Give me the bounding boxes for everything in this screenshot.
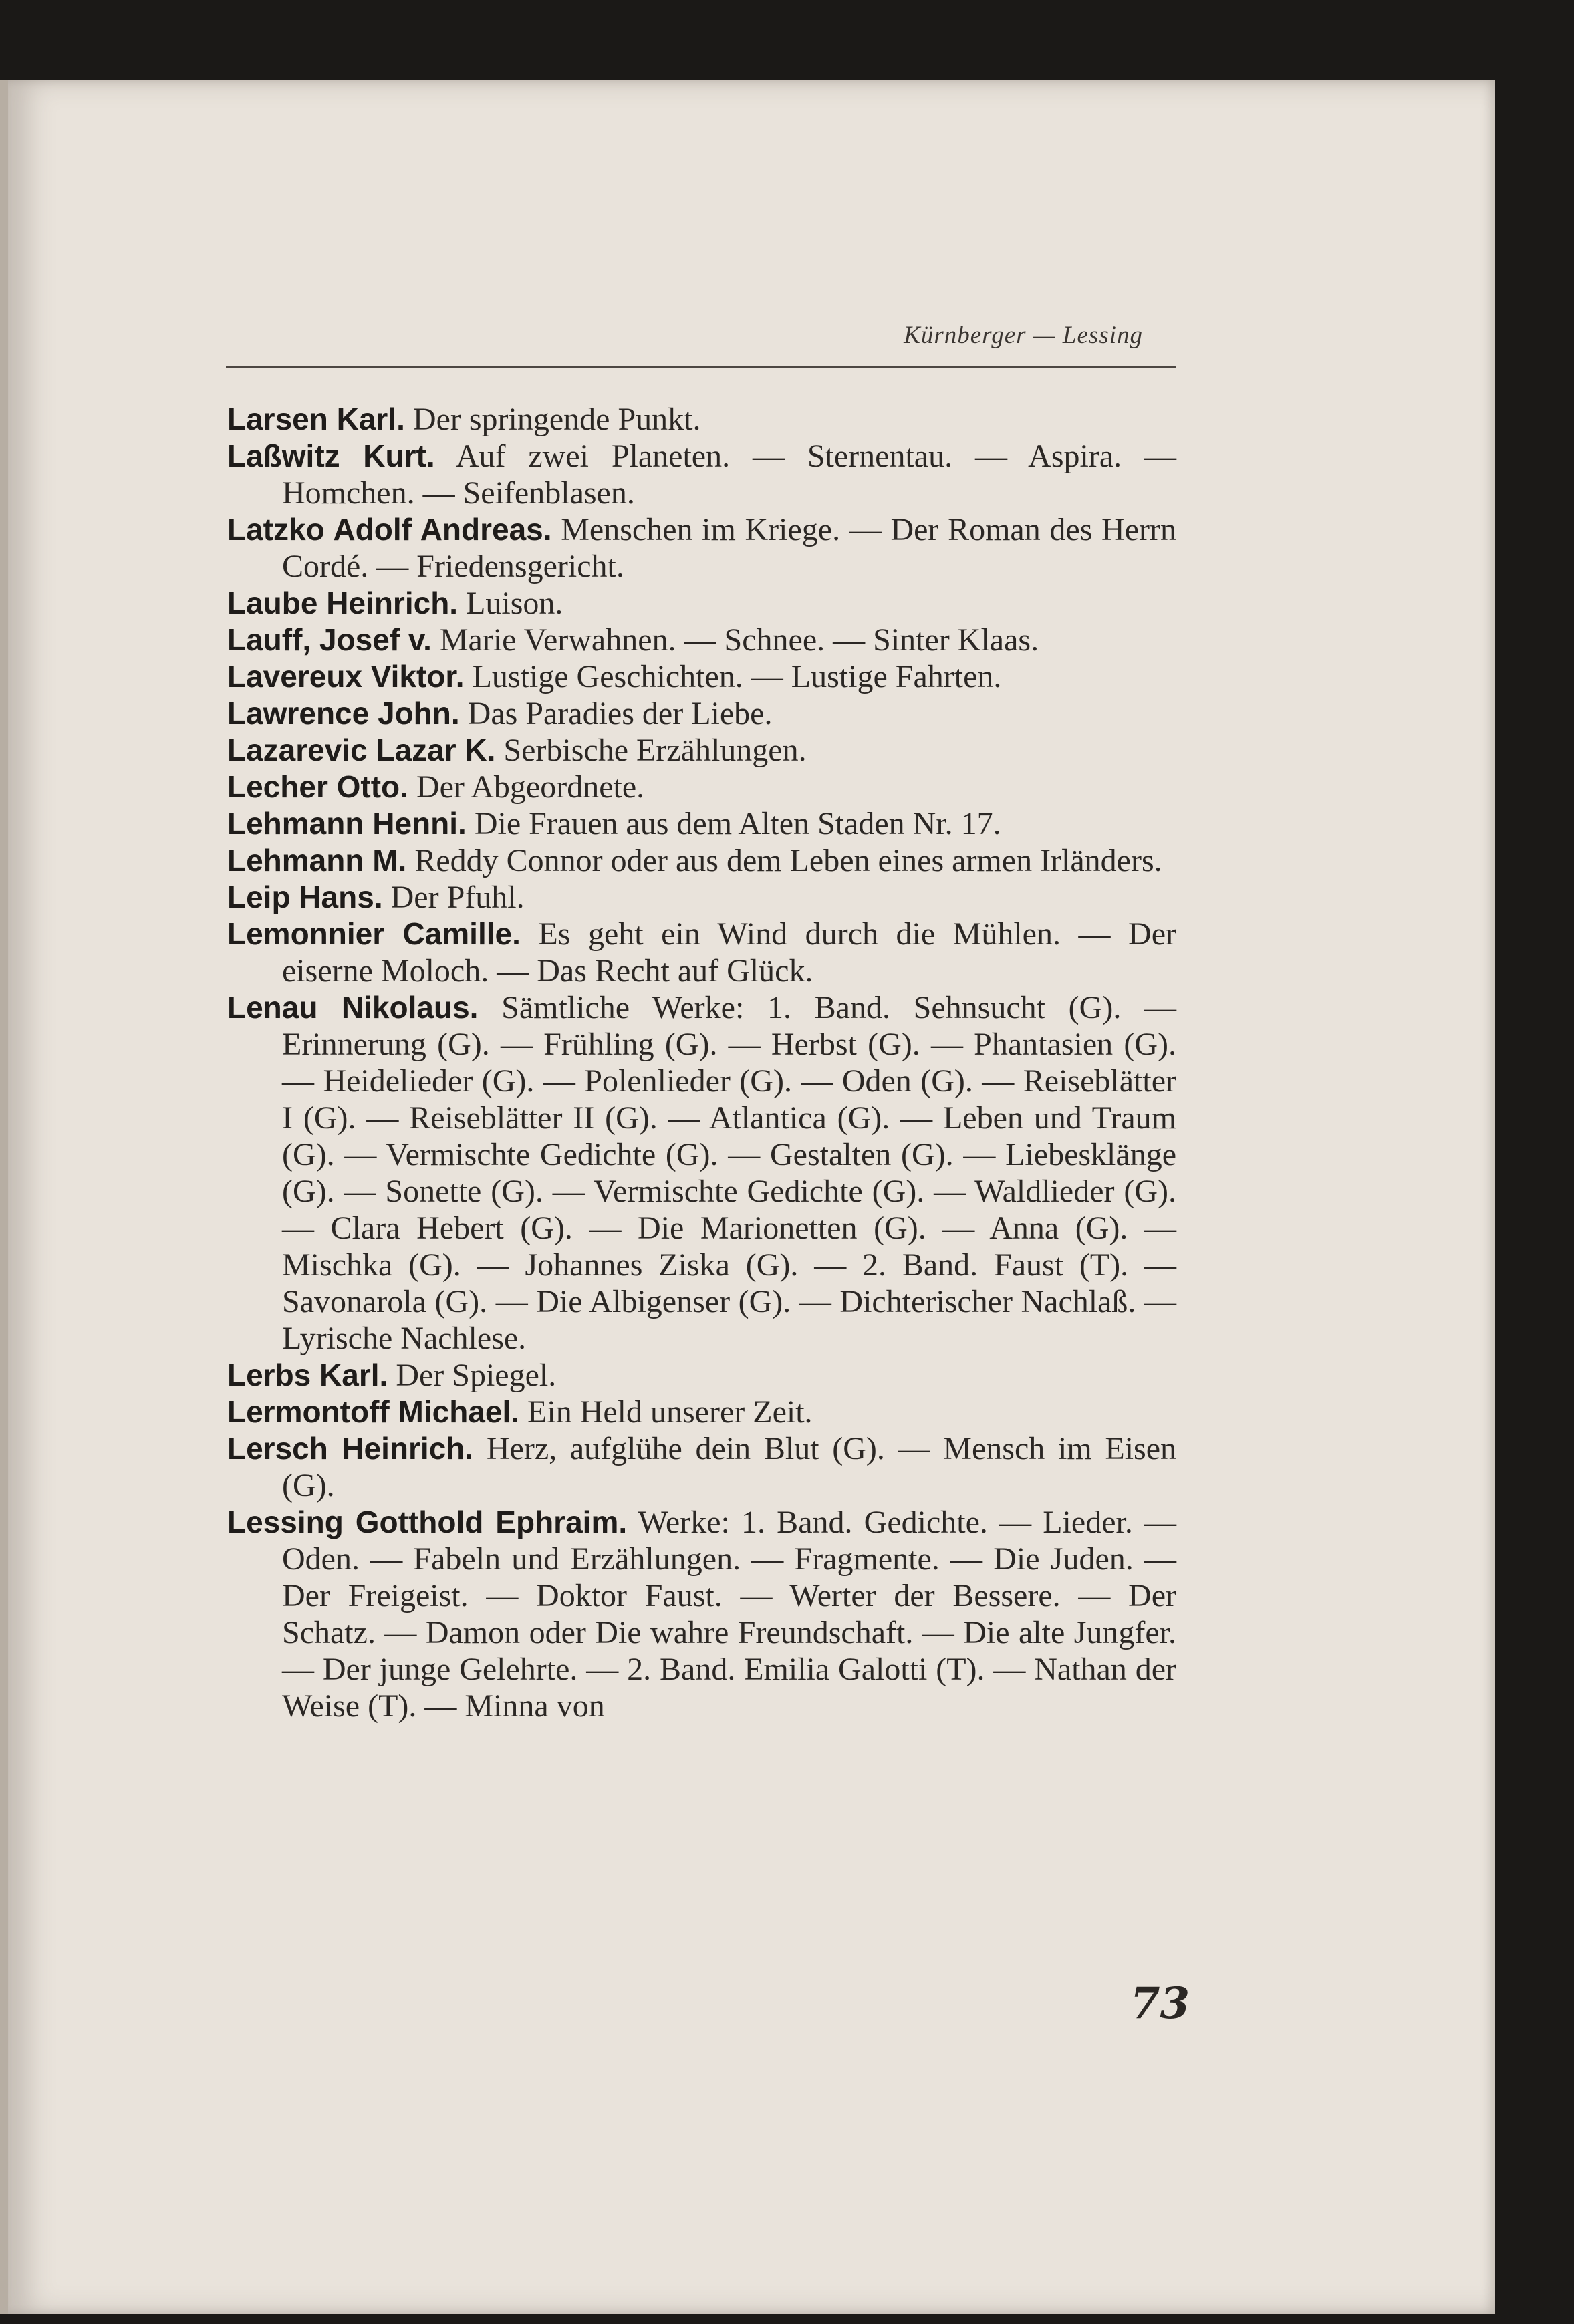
entry-author: Lermontoff Michael. <box>227 1394 520 1429</box>
entry-author: Lazarevic Lazar K. <box>227 733 496 767</box>
entry-author: Lavereux Viktor. <box>227 659 465 694</box>
entry-works: Sämtliche Werke: 1. Band. Sehnsucht (G). — Erinnerung (G). — Frühling (G). — Herbst (G). — Phantasien (G). — Heidelieder (G). — Polenlieder (G). — Oden (G). — Reiseblätter I (G). — Reiseblätter II (G). — Atlantica (G). — Leben und Traum (G). — Vermischte Gedichte (G). — Gestalten (G). — Liebesklänge (G). — Sonette (G). — Vermischte Gedichte (G). — Waldlieder (G). — Clara Hebert (G). — Die Marionetten (G). — Anna (G). — Mischka (G). — Johannes Ziska (G). — 2. Band. Faust (T). — Savonarola (G). — Die Albigenser (G). — Dichterischer Nachlaß. — Lyrische Nachlese. <box>282 990 1176 1356</box>
entry-works: Luison. <box>466 586 563 621</box>
entry-author: Laube Heinrich. <box>227 586 458 620</box>
entry-works: Der Pfuhl. <box>390 880 525 915</box>
entry-works: Werke: 1. Band. Gedichte. — Lieder. — Oden. — Fabeln und Erzählungen. — Fragmente. — Die Juden. — Der Freigeist. — Doktor Faust. — Werter der Bessere. — Der Schatz. — Damon oder Die wahre Freundschaft. — Die alte Jungfer. — Der junge Gelehrte. — 2. Band. Emilia Galotti (T). — Nathan der Weise (T). — Minna von <box>282 1505 1177 1724</box>
entry-works: Serbische Erzählungen. <box>503 733 807 768</box>
entry <box>227 879 1176 916</box>
entry-works: Der springende Punkt. <box>412 402 701 437</box>
entry-works: Reddy Connor oder aus dem Leben eines armen Irländers. <box>414 843 1162 878</box>
entry-author: Lawrence John. <box>227 696 460 731</box>
index-entries <box>227 401 1176 1724</box>
entry-works: Der Abgeordnete. <box>416 769 645 805</box>
header-rule <box>226 366 1176 368</box>
entry <box>227 805 1176 842</box>
entry-author: Lenau Nikolaus. <box>227 990 479 1025</box>
entry-author: Lauff, Josef v. <box>227 622 432 657</box>
entry <box>227 916 1176 989</box>
entry <box>227 585 1176 622</box>
entry-works: Marie Verwahnen. — Schnee. — Sinter Klaas. <box>439 622 1039 658</box>
entry-works: Die Frauen aus dem Alten Staden Nr. 17. <box>474 806 1001 842</box>
entry-author: Leip Hans. <box>227 880 383 914</box>
entry-author: Larsen Karl. <box>227 402 405 436</box>
entry-author: Lessing Gotthold Ephraim. <box>227 1505 628 1539</box>
entry-works: Menschen im Kriege. — Der Roman des Herrn Cordé. — Friedensgericht. <box>282 512 1176 584</box>
entry <box>227 1357 1176 1394</box>
entry-author: Lemonnier Camille. <box>227 916 521 951</box>
entry <box>227 1430 1176 1504</box>
entry <box>227 1504 1176 1724</box>
entry-works: Herz, aufglühe dein Blut (G). — Mensch im Eisen (G). <box>282 1431 1177 1503</box>
entry-works: Es geht ein Wind durch die Mühlen. — Der eiserne Moloch. — Das Recht auf Glück. <box>282 916 1176 989</box>
entry-author: Lersch Heinrich. <box>227 1431 474 1466</box>
entry <box>227 1394 1176 1430</box>
entry-author: Lecher Otto. <box>227 769 408 804</box>
entry <box>227 658 1176 695</box>
entry-works: Der Spiegel. <box>396 1358 557 1393</box>
entry <box>227 769 1176 805</box>
entry <box>227 401 1176 438</box>
entry-works: Lustige Geschichten. — Lustige Fahrten. <box>472 659 1002 694</box>
entry <box>227 622 1176 658</box>
entry <box>227 842 1176 879</box>
entry <box>227 511 1176 585</box>
entry <box>227 438 1176 511</box>
entry <box>227 732 1176 769</box>
entry-author: Lerbs Karl. <box>227 1358 388 1392</box>
entry-author: Lehmann Henni. <box>227 806 467 841</box>
entry-works: Das Paradies der Liebe. <box>467 696 773 731</box>
entry-author: Laßwitz Kurt. <box>227 438 435 473</box>
page-number: 73 <box>1130 1978 1190 2029</box>
entry <box>227 695 1176 732</box>
running-head: Kürnberger — Lessing <box>904 321 1143 349</box>
entry <box>227 989 1176 1357</box>
entry-works: Ein Held unserer Zeit. <box>527 1394 813 1430</box>
entry-works: Auf zwei Planeten. — Sternentau. — Aspira. — Homchen. — Seifenblasen. <box>282 438 1176 511</box>
entry-author: Latzko Adolf Andreas. <box>227 512 552 547</box>
entry-author: Lehmann M. <box>227 843 407 878</box>
